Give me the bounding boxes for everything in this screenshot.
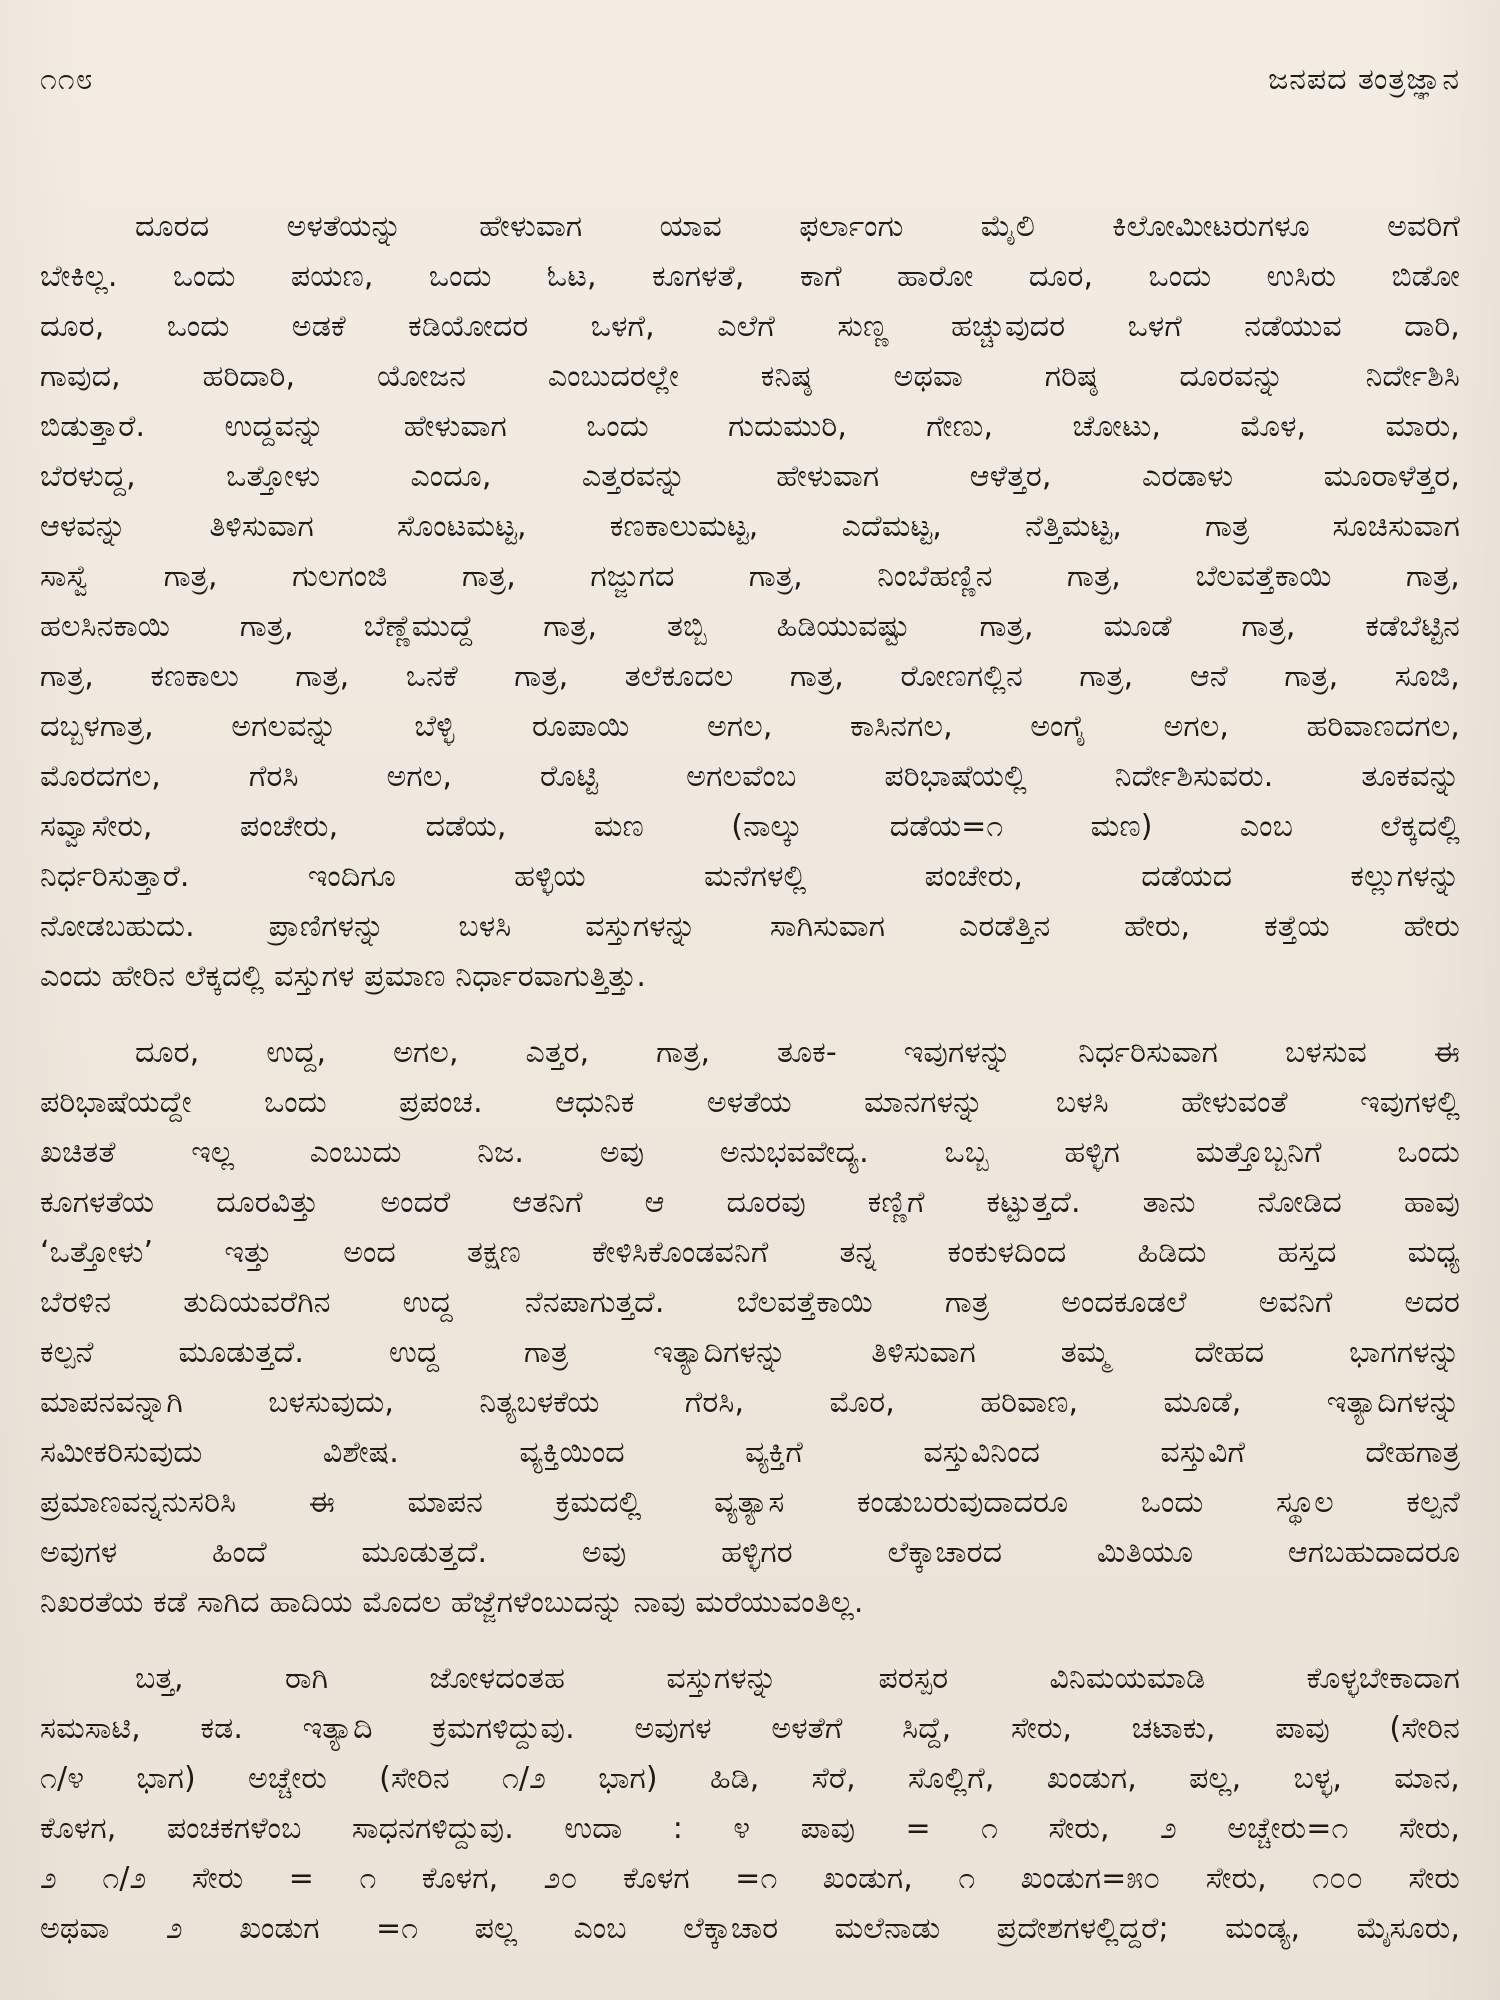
paragraph-line: ಪರಿಭಾಷೆಯದ್ದೇ ಒಂದು ಪ್ರಪಂಚ. ಆಧುನಿಕ ಅಳತೆಯ ಮಾನಗಳನ್ನು ಬಳಸಿ ಹೇಳುವಂತೆ ಇವುಗಳಲ್ಲಿ bbox=[40, 1085, 1460, 1120]
paragraph-line: ಎಂದು ಹೇರಿನ ಲೆಕ್ಕದಲ್ಲಿ ವಸ್ತುಗಳ ಪ್ರಮಾಣ ನಿರ್ಧಾರವಾಗುತ್ತಿತ್ತು. bbox=[40, 959, 647, 994]
paragraph-line: ‘ಒತ್ತೋಳು’ ಇತ್ತು ಅಂದ ತಕ್ಷಣ ಕೇಳಿಸಿಕೊಂಡವನಿಗೆ ತನ್ನ ಕಂಕುಳದಿಂದ ಹಿಡಿದು ಹಸ್ತದ ಮಧ್ಯ bbox=[40, 1235, 1460, 1270]
paragraph-line: ದೂರ, ಒಂದು ಅಡಕೆ ಕಡಿಯೋದರ ಒಳಗೆ, ಎಲೆಗೆ ಸುಣ್ಣ ಹಚ್ಚುವುದರ ಒಳಗೆ ನಡೆಯುವ ದಾರಿ, bbox=[40, 309, 1460, 344]
paragraph-line: ದಬ್ಬಳಗಾತ್ರ, ಅಗಲವನ್ನು ಬೆಳ್ಳಿ ರೂಪಾಯಿ ಅಗಲ, ಕಾಸಿನಗಲ, ಅಂಗೈ ಅಗಲ, ಹರಿವಾಣದಗಲ, bbox=[40, 709, 1460, 744]
paragraph-line: ಮಾಪನವನ್ನಾಗಿ ಬಳಸುವುದು, ನಿತ್ಯಬಳಕೆಯ ಗೆರಸಿ, ಮೊರ, ಹರಿವಾಣ, ಮೂಡೆ, ಇತ್ಯಾದಿಗಳನ್ನು bbox=[40, 1385, 1460, 1420]
paragraph-line: ಕಲ್ಪನೆ ಮೂಡುತ್ತದೆ. ಉದ್ದ ಗಾತ್ರ ಇತ್ಯಾದಿಗಳನ್ನು ತಿಳಿಸುವಾಗ ತಮ್ಮ ದೇಹದ ಭಾಗಗಳನ್ನು bbox=[40, 1335, 1460, 1370]
paragraph-line: ಗಾತ್ರ, ಕಣಕಾಲು ಗಾತ್ರ, ಒನಕೆ ಗಾತ್ರ, ತಲೆಕೂದಲ ಗಾತ್ರ, ರೋಣಗಲ್ಲಿನ ಗಾತ್ರ, ಆನೆ ಗಾತ್ರ, ಸೂಜಿ, bbox=[40, 659, 1460, 694]
paragraph-line: ಸಮೀಕರಿಸುವುದು ವಿಶೇಷ. ವ್ಯಕ್ತಿಯಿಂದ ವ್ಯಕ್ತಿಗೆ ವಸ್ತುವಿನಿಂದ ವಸ್ತುವಿಗೆ ದೇಹಗಾತ್ರ bbox=[40, 1435, 1460, 1470]
paragraph-line: ಹಲಸಿನಕಾಯಿ ಗಾತ್ರ, ಬೆಣ್ಣೆಮುದ್ದೆ ಗಾತ್ರ, ತಬ್ಬಿ ಹಿಡಿಯುವಷ್ಟು ಗಾತ್ರ, ಮೂಡೆ ಗಾತ್ರ, ಕಡೆಬೆಟ್ಟಿನ bbox=[40, 609, 1460, 644]
book-title: ಜನಪದ ತಂತ್ರಜ್ಞಾನ bbox=[1268, 62, 1460, 97]
paragraph-line: ನಿಖರತೆಯ ಕಡೆ ಸಾಗಿದ ಹಾದಿಯ ಮೊದಲ ಹೆಜ್ಜೆಗಳೆಂಬುದನ್ನು ನಾವು ಮರೆಯುವಂತಿಲ್ಲ. bbox=[40, 1585, 864, 1620]
paragraph-line: ನಿರ್ಧರಿಸುತ್ತಾರೆ. ಇಂದಿಗೂ ಹಳ್ಳಿಯ ಮನೆಗಳಲ್ಲಿ ಪಂಚೇರು, ದಡೆಯದ ಕಲ್ಲುಗಳನ್ನು bbox=[40, 859, 1460, 894]
paragraph-line: ಆಳವನ್ನು ತಿಳಿಸುವಾಗ ಸೊಂಟಮಟ್ಟ, ಕಣಕಾಲುಮಟ್ಟ, ಎದೆಮಟ್ಟ, ನೆತ್ತಿಮಟ್ಟ, ಗಾತ್ರ ಸೂಚಿಸುವಾಗ bbox=[40, 509, 1460, 544]
paragraph-line: ದೂರದ ಅಳತೆಯನ್ನು ಹೇಳುವಾಗ ಯಾವ ಫರ್ಲಾಂಗು ಮೈಲಿ ಕಿಲೋಮೀಟರುಗಳೂ ಅವರಿಗೆ bbox=[135, 209, 1460, 244]
paragraph-line: ಅವುಗಳ ಹಿಂದೆ ಮೂಡುತ್ತದೆ. ಅವು ಹಳ್ಳಿಗರ ಲೆಕ್ಕಾಚಾರದ ಮಿತಿಯೂ ಆಗಬಹುದಾದರೂ bbox=[40, 1535, 1460, 1570]
paragraph-line: ಸಮಸಾಟಿ, ಕಡ. ಇತ್ಯಾದಿ ಕ್ರಮಗಳಿದ್ದುವು. ಅವುಗಳ ಅಳತೆಗೆ ಸಿದ್ದೆ, ಸೇರು, ಚಟಾಕು, ಪಾವು (ಸೇರಿನ bbox=[40, 1711, 1460, 1746]
body-text bbox=[40, 202, 1460, 1954]
paragraph-line: ೨ ೧/೨ ಸೇರು = ೧ ಕೊಳಗ, ೨೦ ಕೊಳಗ =೧ ಖಂಡುಗ, ೧ ಖಂಡುಗ=೫೦ ಸೇರು, ೧೦೦ ಸೇರು bbox=[40, 1861, 1460, 1896]
paragraph-line: ಕೊಳಗ, ಪಂಚಕಗಳೆಂಬ ಸಾಧನಗಳಿದ್ದುವು. ಉದಾ : ೪ ಪಾವು = ೧ ಸೇರು, ೨ ಅಚ್ಚೇರು=೧ ಸೇರು, bbox=[40, 1811, 1460, 1846]
paragraph-line: ಸಾಸ್ವೆ ಗಾತ್ರ, ಗುಲಗಂಜಿ ಗಾತ್ರ, ಗಜ್ಜುಗದ ಗಾತ್ರ, ನಿಂಬೆಹಣ್ಣಿನ ಗಾತ್ರ, ಬೆಲವತ್ತೆಕಾಯಿ ಗಾತ್ರ, bbox=[40, 559, 1460, 594]
paragraph-line: ಬೇಕಿಲ್ಲ. ಒಂದು ಪಯಣ, ಒಂದು ಓಟ, ಕೂಗಳತೆ, ಕಾಗೆ ಹಾರೋ ದೂರ, ಒಂದು ಉಸಿರು ಬಿಡೋ bbox=[40, 259, 1460, 294]
paragraph-line: ಬೆರಳುದ್ದ, ಒತ್ತೋಳು ಎಂದೂ, ಎತ್ತರವನ್ನು ಹೇಳುವಾಗ ಆಳೆತ್ತರ, ಎರಡಾಳು ಮೂರಾಳೆತ್ತರ, bbox=[40, 459, 1460, 494]
page-number: ೧೧೮ bbox=[40, 62, 94, 97]
paragraph-1 bbox=[40, 202, 1460, 1002]
paragraph-line: ಮೊರದಗಲ, ಗೆರಸಿ ಅಗಲ, ರೊಟ್ಟಿ ಅಗಲವೆಂಬ ಪರಿಭಾಷೆಯಲ್ಲಿ ನಿರ್ದೇಶಿಸುವರು. ತೂಕವನ್ನು bbox=[40, 759, 1460, 794]
paragraph-line: ಬಿಡುತ್ತಾರೆ. ಉದ್ದವನ್ನು ಹೇಳುವಾಗ ಒಂದು ಗುದುಮುರಿ, ಗೇಣು, ಚೋಟು, ಮೊಳ, ಮಾರು, bbox=[40, 409, 1460, 444]
paragraph-line: ಪ್ರಮಾಣವನ್ನನುಸರಿಸಿ ಈ ಮಾಪನ ಕ್ರಮದಲ್ಲಿ ವ್ಯತ್ಯಾಸ ಕಂಡುಬರುವುದಾದರೂ ಒಂದು ಸ್ಥೂಲ ಕಲ್ಪನೆ bbox=[40, 1485, 1460, 1520]
paragraph-line: ಬೆರಳಿನ ತುದಿಯವರೆಗಿನ ಉದ್ದ ನೆನಪಾಗುತ್ತದೆ. ಬೆಲವತ್ತೆಕಾಯಿ ಗಾತ್ರ ಅಂದಕೂಡಲೆ ಅವನಿಗೆ ಅದರ bbox=[40, 1285, 1460, 1320]
paragraph-line: ಖಚಿತತೆ ಇಲ್ಲ ಎಂಬುದು ನಿಜ. ಅವು ಅನುಭವವೇದ್ಯ. ಒಬ್ಬ ಹಳ್ಳಿಗ ಮತ್ತೊಬ್ಬನಿಗೆ ಒಂದು bbox=[40, 1135, 1460, 1170]
paragraph-line: ಬತ್ತ, ರಾಗಿ ಜೋಳದಂತಹ ವಸ್ತುಗಳನ್ನು ಪರಸ್ಪರ ವಿನಿಮಯಮಾಡಿ ಕೊಳ್ಳಬೇಕಾದಾಗ bbox=[135, 1661, 1460, 1696]
paragraph-line: ಸವ್ವಾಸೇರು, ಪಂಚೇರು, ದಡೆಯ, ಮಣ (ನಾಲ್ಕು ದಡೆಯ=೧ ಮಣ) ಎಂಬ ಲೆಕ್ಕದಲ್ಲಿ bbox=[40, 809, 1460, 844]
paragraph-line: ನೋಡಬಹುದು. ಪ್ರಾಣಿಗಳನ್ನು ಬಳಸಿ ವಸ್ತುಗಳನ್ನು ಸಾಗಿಸುವಾಗ ಎರಡೆತ್ತಿನ ಹೇರು, ಕತ್ತೆಯ ಹೇರು bbox=[40, 909, 1460, 944]
paragraph-line: ದೂರ, ಉದ್ದ, ಅಗಲ, ಎತ್ತರ, ಗಾತ್ರ, ತೂಕ- ಇವುಗಳನ್ನು ನಿರ್ಧರಿಸುವಾಗ ಬಳಸುವ ಈ bbox=[135, 1035, 1460, 1070]
paragraph-line: ಅಥವಾ ೨ ಖಂಡುಗ =೧ ಪಲ್ಲ ಎಂಬ ಲೆಕ್ಕಾಚಾರ ಮಲೆನಾಡು ಪ್ರದೇಶಗಳಲ್ಲಿದ್ದರೆ; ಮಂಡ್ಯ, ಮೈಸೂರು, bbox=[40, 1911, 1460, 1946]
paragraph-line: ಗಾವುದ, ಹರಿದಾರಿ, ಯೋಜನ ಎಂಬುದರಲ್ಲೇ ಕನಿಷ್ಠ ಅಥವಾ ಗರಿಷ್ಠ ದೂರವನ್ನು ನಿರ್ದೇಶಿಸಿ bbox=[40, 359, 1460, 394]
paragraph-2 bbox=[40, 1028, 1460, 1628]
page-header bbox=[40, 62, 1460, 120]
paragraph-line: ಕೂಗಳತೆಯ ದೂರವಿತ್ತು ಅಂದರೆ ಆತನಿಗೆ ಆ ದೂರವು ಕಣ್ಣಿಗೆ ಕಟ್ಟುತ್ತದೆ. ತಾನು ನೋಡಿದ ಹಾವು bbox=[40, 1185, 1460, 1220]
paragraph-3 bbox=[40, 1654, 1460, 1954]
paragraph-line: ೧/೪ ಭಾಗ) ಅಚ್ಚೇರು (ಸೇರಿನ ೧/೨ ಭಾಗ) ಹಿಡಿ, ಸೆರೆ, ಸೊಲ್ಲಿಗೆ, ಖಂಡುಗ, ಪಲ್ಲ, ಬಳ್ಳ, ಮಾನ, bbox=[40, 1761, 1460, 1796]
